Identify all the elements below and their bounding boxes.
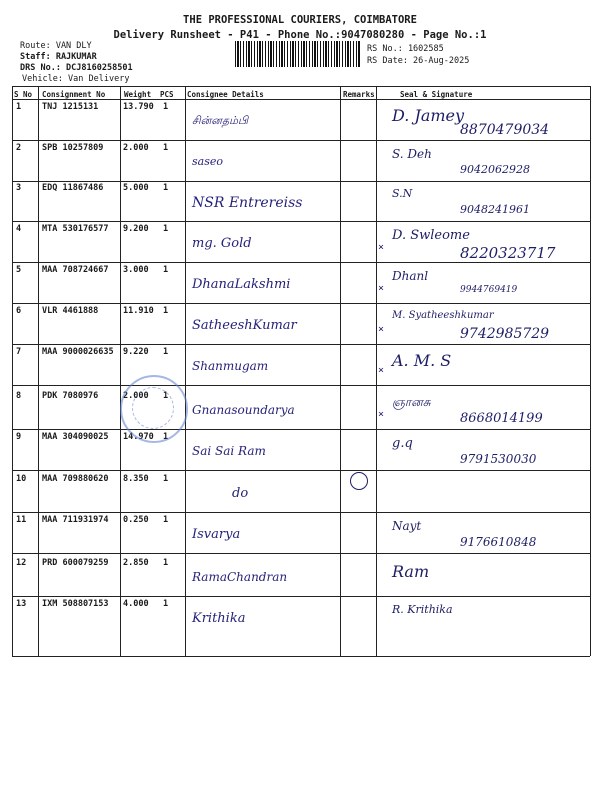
row-signature: S.N (392, 187, 413, 200)
signature-mark-icon: × (378, 409, 385, 420)
row-consignment-no: EDQ 11867486 (42, 183, 104, 193)
row-consignee-name: Sai Sai Ram (192, 444, 266, 458)
signature-mark-icon: × (378, 324, 385, 335)
rs-number: RS No.: 1602585 (367, 44, 444, 54)
row-pcs: 1 (163, 183, 169, 193)
row-signature: A. M. S (392, 351, 452, 370)
row-divider (12, 512, 590, 513)
row-pcs: 1 (163, 143, 169, 153)
row-phone: 9742985729 (460, 326, 550, 342)
row-pcs: 1 (163, 224, 169, 234)
row-consignee-name: Krithika (192, 611, 246, 626)
col-header-consignment: Consignment No (42, 90, 106, 99)
vehicle-label: Vehicle: Van Delivery (22, 74, 130, 84)
col-divider (38, 86, 39, 656)
row-sno: 13 (16, 599, 27, 609)
row-phone: 9042062928 (460, 163, 530, 176)
row-sno: 9 (16, 432, 22, 442)
row-consignee-name: mg. Gold (192, 236, 252, 251)
row-divider (12, 553, 590, 554)
row-consignment-no: MAA 711931974 (42, 515, 109, 525)
row-sno: 2 (16, 143, 22, 153)
row-consignee-name: Shanmugam (192, 359, 269, 373)
row-divider (12, 429, 590, 430)
route-label: Route: VAN DLY (20, 41, 92, 51)
runsheet-title: THE PROFESSIONAL COURIERS, COIMBATORE (183, 14, 417, 26)
row-pcs: 1 (163, 391, 169, 401)
ditto-mark (350, 472, 368, 490)
row-sno: 4 (16, 224, 22, 234)
col-header-seal: Seal & Signature (400, 90, 473, 99)
row-signature: Ram (392, 562, 430, 581)
row-consignment-no: MAA 304090025 (42, 432, 109, 442)
row-phone: 8668014199 (460, 411, 543, 426)
row-signature: ஞானசு (392, 395, 431, 409)
row-consignee-name: SatheeshKumar (192, 318, 297, 333)
row-pcs: 1 (163, 347, 169, 357)
row-consignee-name: saseo (192, 155, 223, 168)
table-header-border (12, 99, 590, 100)
row-weight: 2.000 (123, 391, 149, 401)
row-consignee-name: do (232, 486, 249, 501)
row-pcs: 1 (163, 599, 169, 609)
row-consignment-no: MTA 530176577 (42, 224, 109, 234)
row-consignment-no: VLR 4461888 (42, 306, 99, 316)
row-weight: 5.000 (123, 183, 149, 193)
row-sno: 8 (16, 391, 22, 401)
row-weight: 0.250 (123, 515, 149, 525)
col-divider (12, 86, 13, 656)
row-phone: 9048241961 (460, 203, 530, 216)
row-consignee-name: Gnanasoundarya (192, 403, 295, 417)
row-sno: 12 (16, 558, 27, 568)
row-pcs: 1 (163, 102, 169, 112)
drs-number: DRS No.: DCJ8160258501 (20, 63, 133, 73)
row-signature: M. Syatheeshkumar (392, 310, 494, 321)
row-sno: 6 (16, 306, 22, 316)
row-consignee-name: சின்னதம்பி (192, 114, 248, 127)
col-divider (185, 86, 186, 656)
row-weight: 14.970 (123, 432, 154, 442)
col-header-pcs: PCS (160, 90, 174, 99)
row-pcs: 1 (163, 306, 169, 316)
row-pcs: 1 (163, 558, 169, 568)
signature-mark-icon: × (378, 283, 385, 294)
row-divider (12, 181, 590, 182)
row-consignee-name: RamaChandran (192, 570, 288, 584)
row-pcs: 1 (163, 515, 169, 525)
row-consignment-no: IXM 508807153 (42, 599, 109, 609)
row-signature: Dhanl (392, 269, 429, 283)
row-consignment-no: MAA 9000026635 (42, 347, 114, 357)
row-pcs: 1 (163, 432, 169, 442)
signature-mark-icon: × (378, 365, 385, 376)
row-weight: 2.850 (123, 558, 149, 568)
col-divider (120, 86, 121, 656)
row-phone: 8870479034 (460, 122, 550, 138)
row-weight: 9.220 (123, 347, 149, 357)
row-consignment-no: PDK 7080976 (42, 391, 99, 401)
row-signature: g.q (392, 436, 413, 451)
row-signature: D. Swleome (392, 228, 470, 243)
row-weight: 3.000 (123, 265, 149, 275)
runsheet-subtitle: Delivery Runsheet - P41 - Phone No.:9047080280 - Page No.:1 (113, 29, 487, 41)
row-divider (12, 344, 590, 345)
rs-date: RS Date: 26-Aug-2025 (367, 56, 470, 66)
row-sno: 3 (16, 183, 22, 193)
row-divider (12, 262, 590, 263)
row-consignment-no: SPB 10257809 (42, 143, 104, 153)
row-phone: 9944769419 (460, 285, 518, 295)
row-weight: 11.910 (123, 306, 154, 316)
row-signature: Nayt (392, 519, 422, 533)
barcode (235, 41, 361, 67)
table-bottom-border (12, 656, 590, 657)
col-divider (376, 86, 377, 656)
col-header-remarks: Remarks (343, 90, 375, 99)
row-phone: 8220323717 (460, 244, 556, 262)
row-weight: 4.000 (123, 599, 149, 609)
table-top-border (12, 86, 590, 87)
col-header-sno: S No (14, 90, 33, 99)
row-consignment-no: MAA 708724667 (42, 265, 109, 275)
row-consignee-name: DhanaLakshmi (192, 277, 291, 292)
row-consignee-name: Isvarya (192, 527, 241, 542)
row-signature: S. Deh (392, 147, 432, 161)
col-divider (590, 86, 591, 656)
row-sno: 1 (16, 102, 22, 112)
row-consignment-no: MAA 709880620 (42, 474, 109, 484)
row-phone: 9791530030 (460, 452, 537, 466)
col-header-consignee: Consignee Details (187, 90, 264, 99)
row-divider (12, 596, 590, 597)
row-sno: 11 (16, 515, 27, 525)
row-weight: 13.790 (123, 102, 154, 112)
col-divider (340, 86, 341, 656)
staff-label: Staff: RAJKUMAR (20, 52, 97, 62)
row-sno: 10 (16, 474, 27, 484)
signature-mark-icon: × (378, 242, 385, 253)
row-consignment-no: TNJ 1215131 (42, 102, 99, 112)
row-divider (12, 303, 590, 304)
row-signature: D. Jamey (392, 106, 465, 125)
row-phone: 9176610848 (460, 535, 537, 549)
row-weight: 8.350 (123, 474, 149, 484)
row-sno: 7 (16, 347, 22, 357)
row-divider (12, 470, 590, 471)
row-pcs: 1 (163, 474, 169, 484)
row-divider (12, 221, 590, 222)
row-divider (12, 385, 590, 386)
row-sno: 5 (16, 265, 22, 275)
row-pcs: 1 (163, 265, 169, 275)
office-stamp-inner (132, 387, 174, 429)
row-weight: 2.000 (123, 143, 149, 153)
row-signature: R. Krithika (392, 603, 453, 616)
row-divider (12, 140, 590, 141)
row-consignment-no: PRD 600079259 (42, 558, 109, 568)
col-header-weight: Weight (124, 90, 152, 99)
row-consignee-name: NSR Entrereiss (192, 195, 303, 211)
row-weight: 9.200 (123, 224, 149, 234)
